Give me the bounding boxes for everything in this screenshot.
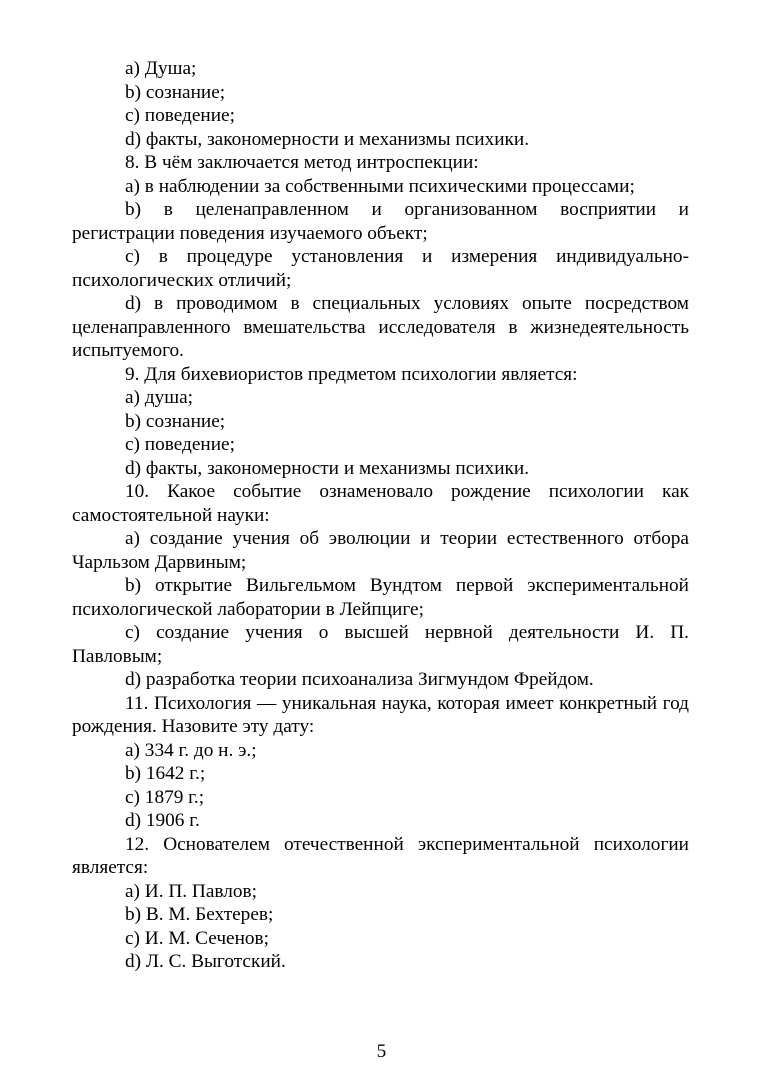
option-b: b) сознание; <box>125 81 226 103</box>
q11-option-c: c) 1879 г.; <box>125 786 205 808</box>
q12-option-c: c) И. М. Сеченов; <box>125 927 269 949</box>
q10-option-d: d) разработка теории психоанализа Зигмундом Фрейдом. <box>125 669 594 690</box>
q12-option-a: a) И. П. Павлов; <box>125 880 257 902</box>
q11-option-a: a) 334 г. до н. э.; <box>125 739 257 761</box>
page-content <box>72 57 689 974</box>
q9-option-a: a) душа; <box>125 387 194 408</box>
q10-option-c: c) создание учения о высшей нервной деятельности И. П. Павловым; <box>72 622 689 667</box>
option-c: c) поведение; <box>125 105 235 126</box>
q9-option-d: d) факты, закономерности и механизмы психики. <box>125 457 530 479</box>
q12-option-d: d) Л. С. Выготский. <box>125 951 286 972</box>
question-9: 9. Для бихевиористов предметом психологии является: <box>125 363 578 385</box>
question-11: 11. Психология — уникальная наука, которая имеет конкретный год рождения. Назовите эту дату: <box>72 692 689 737</box>
q10-option-b: b) открытие Вильгельмом Вундтом первой экспериментальной психологической лаборатории в Лейпциге; <box>72 575 689 620</box>
q9-option-c: c) поведение; <box>125 434 235 455</box>
q10-option-a: a) создание учения об эволюции и теории естественного отбора Чарльзом Дарвиным; <box>72 528 689 573</box>
q11-option-d: d) 1906 г. <box>125 810 200 831</box>
question-8: 8. В чём заключается метод интроспекции: <box>125 152 479 173</box>
q8-option-a: a) в наблюдении за собственными психическими процессами; <box>125 175 635 197</box>
page-number: 5 <box>376 1041 387 1062</box>
question-10: 10. Какое событие ознаменовало рождение психологии как самостоятельной науки: <box>72 481 689 526</box>
option-d: d) факты, закономерности и механизмы психики. <box>125 128 530 150</box>
q9-option-b: b) сознание; <box>125 410 226 432</box>
q8-option-b: b) в целенаправленном и организованном восприятии и регистрации поведения изучаемого объект; <box>72 199 689 244</box>
q12-option-b: b) В. М. Бехтерев; <box>125 904 274 925</box>
option-a: a) Душа; <box>125 58 197 79</box>
q11-option-b: b) 1642 г.; <box>125 763 206 784</box>
question-12: 12. Основателем отечественной экспериментальной психологии является: <box>72 833 689 878</box>
q8-option-c: c) в процедуре установления и измерения индивидуально-психологических отличий; <box>72 246 689 291</box>
q8-option-d: d) в проводимом в специальных условиях опыте посредством целенаправленного вмешательства исследователя в жизнедеятельность испытуемого. <box>72 293 689 361</box>
